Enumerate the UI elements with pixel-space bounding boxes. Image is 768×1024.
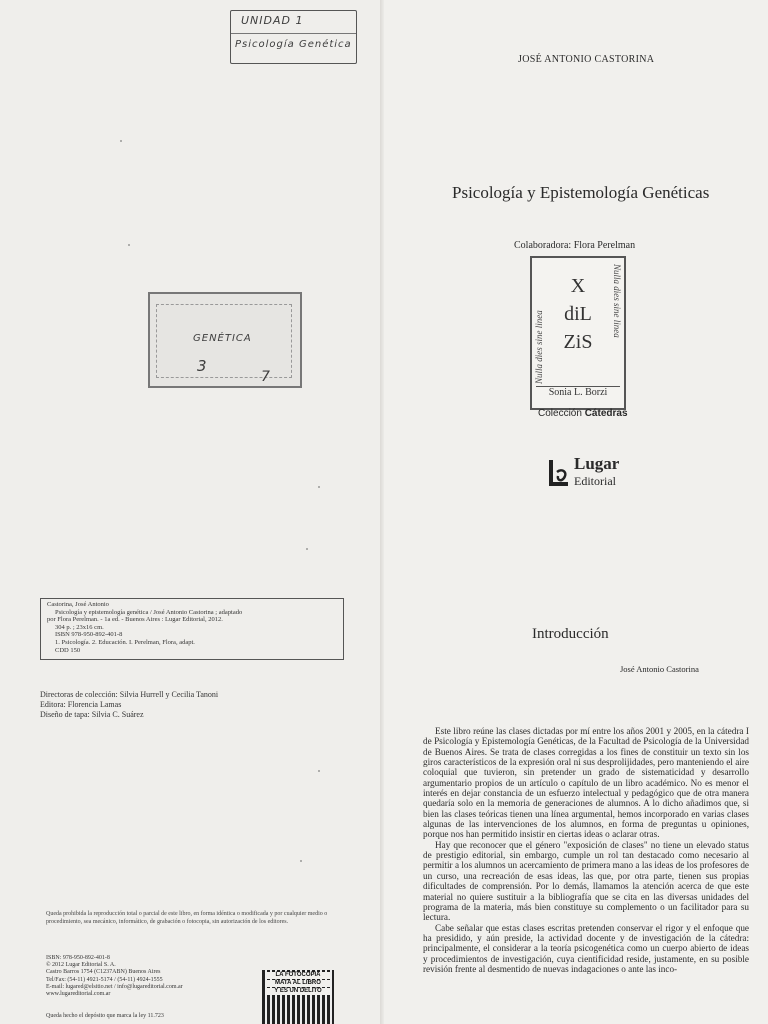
fotocopia-line: LA FOTOCOPIA — [266, 972, 330, 979]
stamp-number-b: 7 — [261, 369, 271, 385]
stamp-number-a: 3 — [197, 357, 208, 375]
isbn-line: © 2012 Lugar Editorial S. A. — [46, 962, 116, 969]
intro-heading: Introducción — [532, 626, 609, 642]
seal-motto-right: Nulla dies sine linea — [612, 264, 622, 338]
reproduction-notice: Queda prohibida la reproducción total o parcial de este libro, en forma idéntica o modificada y por cualquier medio o procedimiento, sea mecánico, informático, de grabación o fotocopia, sin autorización de los editores. — [46, 911, 328, 925]
isbn-line: ISBN: 978-950-892-401-8 — [46, 955, 110, 961]
seal-glyph: ZiS — [563, 331, 593, 353]
intro-paragraph: Cabe señalar que estas clases escritas pretenden conservar el rigor y el enfoque que ha presidido, y aún preside, la actividad docente y de investigación de la cátedra: principalmente, el considerar a la teoría psicogenética como un cuerpo abierto de ideas y procedimientos de investigación, cuya cientificidad reside, justamente, en su posible revisión frente al desmentido de nuevas indagaciones o ante las inco- — [423, 922, 749, 974]
publisher-sub: Editorial — [574, 474, 616, 488]
isbn-block — [46, 955, 183, 998]
legal-deposit: Queda hecho el depósito que marca la ley 11.723 — [46, 1013, 164, 1019]
seal-motto-left: Nulla dies sine linea — [534, 310, 544, 384]
collection-seal-logo — [530, 256, 626, 410]
collection-prefix: Colección — [538, 408, 582, 419]
collection-label — [538, 408, 628, 419]
cip-line: 304 p. ; 23x16 cm. — [55, 623, 104, 631]
isbn-line: www.lugareditorial.com.ar — [46, 991, 111, 998]
stamp-handwritten-word: GENÉTICA — [193, 333, 252, 344]
credits-block — [40, 690, 218, 720]
cip-line: por Flora Perelman. - 1a ed. - Buenos Aires : Lugar Editorial, 2012. — [47, 616, 223, 624]
seal-glyph: diL — [564, 303, 592, 325]
intro-author: José Antonio Castorina — [620, 664, 699, 674]
credit-line: Editora: Florencia Lamas — [40, 700, 122, 709]
collection-name: Cátedras — [584, 408, 628, 419]
lugar-logo-icon — [548, 458, 570, 488]
book-title: Psicología y Epistemología Genéticas — [452, 183, 710, 202]
fotocopia-line: MATA AL LIBRO — [266, 980, 330, 987]
intro-paragraph: Hay que reconocer que el género "exposición de clases" no tiene un elevado status de prestigio editorial, sin embargo, cumple un rol tan destacado como necesario al permitir a los alumnos un acercamiento de primera mano a las ideas de los profesores de un curso, una recreación de esas ideas, las que, por otra parte, tienen sus propias dificultades de comprensión. Por lo demás, llamamos la atención acerca de que este material no quiere sustituir a la bibliografía que se cita en las diversas unidades del programa de la materia, más bien constituye su complemento o un facilitador para su lectura. — [423, 839, 749, 923]
handwritten-subject: Psicología Genética — [235, 39, 352, 50]
catalog-record-box — [40, 598, 344, 660]
isbn-line: Castro Barros 1754 (C1237ABN) Buenos Aires — [46, 969, 161, 976]
fotocopia-line: Y ES UN DELITO — [266, 988, 330, 995]
seal-glyph: X — [570, 275, 586, 297]
credit-line: Directoras de colección: Silvia Hurrell y Cecilia Tanoni — [40, 690, 219, 699]
handwritten-note-box — [230, 10, 357, 64]
collaborator: Colaboradora: Flora Perelman — [514, 240, 636, 251]
cip-line: Psicología y epistemología genética / José Antonio Castorina ; adaptado — [55, 608, 243, 616]
handwritten-unit: UNIDAD 1 — [241, 14, 304, 27]
intro-body — [423, 726, 749, 974]
isbn-line: E-mail: lugared@elsitio.net / info@lugareditorial.com.ar — [46, 983, 183, 990]
fotocopia-warning-logo — [262, 970, 334, 1024]
seal-glyphs — [552, 272, 604, 356]
cip-line: Castorina, José Antonio — [47, 601, 109, 608]
cip-line: 1. Psicología. 2. Educación. I. Perelman, Flora, adapt. — [55, 638, 195, 646]
library-stamp — [148, 292, 302, 388]
intro-paragraph: Este libro reúne las clases dictadas por mí entre los años 2001 y 2005, en la cátedra I de Psicología y Epistemología Genéticas, de la Facultad de Psicología de la Universidad de Buenos Aires. Se trata de clases corregidas a los fines de constituir un texto sin los giros característicos de la expresión oral ni sus desprolijidades, pero manteniendo el aire coloquial que tuvieron, sin pretender un grado de sistematicidad y desarrollo argumentario propios de un artículo o capítulo de un libro académico. No es menor el interés en dejar constancia de un esfuerzo intelectual y pedagógico que de otra manera quedaría solo en la memoria de generaciones de alumnos. A lo dicho añadimos que, si bien las clases teóricas tienen una línea argumental, hemos incorporado en varias clases algunas de las intervenciones de los alumnos, en forma de preguntas u opiniones, porque nos han permitido insistir en ciertas ideas o aclarar otras. — [423, 726, 749, 840]
seal-signature: Sonia L. Borzi — [536, 386, 620, 398]
title-page-author: JOSÉ ANTONIO CASTORINA — [518, 54, 655, 65]
isbn-line: Tel/Fax: (54-11) 4921-5174 / (54-11) 4924-1555 — [46, 976, 163, 983]
publisher-name: Lugar — [574, 454, 620, 473]
cip-line: ISBN 978-950-892-401-8 — [55, 631, 123, 639]
cip-line: CDD 150 — [55, 646, 81, 654]
credit-line: Diseño de tapa: Silvia C. Suárez — [40, 710, 144, 719]
